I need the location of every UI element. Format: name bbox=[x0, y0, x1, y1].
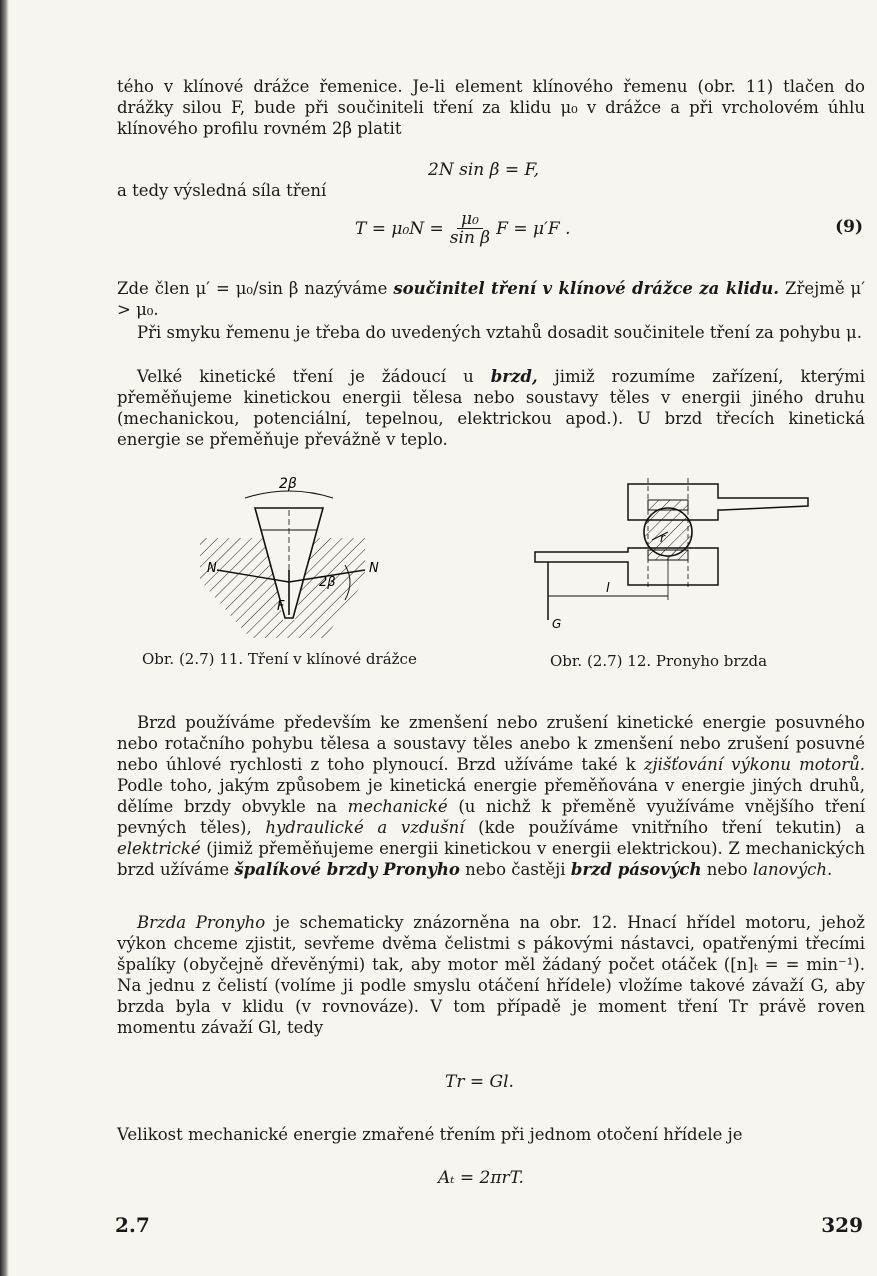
eq2-denominator: sin β bbox=[449, 228, 491, 248]
pouziti-e: (jimiž přeměňujeme energii kinetickou v energii elektrickou). Z mechanických brzd užíváme bbox=[117, 839, 865, 879]
brzd-term: brzd, bbox=[490, 367, 538, 386]
pouziti-term-6: brzd pásových bbox=[570, 860, 702, 879]
pouziti-term-2: mechanické bbox=[347, 797, 448, 816]
pouziti-term-1: zjišťování výkonu motorů. bbox=[643, 755, 866, 774]
eq2-numerator: μ₀ bbox=[457, 210, 483, 229]
eq2-rhs: F = μ′F . bbox=[496, 218, 571, 239]
angle-arc bbox=[245, 491, 333, 498]
pouziti-term-3: hydraulické a vzdušní bbox=[265, 818, 465, 837]
zde-text-a: Zde člen μ′ = μ₀/sin β nazýváme bbox=[117, 279, 388, 298]
equation-3: Tr = Gl. bbox=[445, 1072, 514, 1092]
prony-text: je schematicky znázorněna na obr. 12. Hnací hřídel motoru, jehož výkon chceme zjistit, sevřeme dvěma čelistmi s pákovými nástavci, opatřenými třecími špalíky (obyčejně dřevěnými) tak, aby motor měl žádaný počet otáček ([n]ₜ = = min⁻¹). Na jednu z čelistí (volíme ji podle smyslu otáčení hřídele) vložíme takové závaží G, aby brzda byla v klidu (v rovnováze). V tom případě je moment tření Tr právě roven momentu závaží Gl, tedy bbox=[117, 913, 865, 1037]
pouziti-c: (u nichž k přeměně využíváme vnějšího tření pevných těles), bbox=[117, 797, 865, 837]
zde-text-b: Zřejmě μ′ > μ₀. bbox=[117, 279, 866, 319]
paragraph-pouziti bbox=[117, 712, 865, 880]
pouziti-g: nebo bbox=[706, 860, 748, 879]
page-number: 329 bbox=[821, 1213, 863, 1237]
lower-jaw-lever bbox=[535, 548, 718, 585]
pouziti-d: (kde používáme vnitřního tření tekutin) a bbox=[478, 818, 866, 837]
equation-4: Aₜ = 2πrT. bbox=[438, 1168, 524, 1188]
brzd-text-b: jimiž rozumíme zařízení, kterými přeměňujeme kinetickou energii tělesa nebo soustavy těles v energii jiného druhu (mechanickou, potenciální, tepelnou, elektrickou apod.). U brzd třecích kinetická energie se přeměňuje převážně v teplo. bbox=[117, 367, 865, 449]
label-F: F bbox=[277, 599, 285, 614]
paragraph-velikost: Velikost mechanické energie zmařené třením při jednom otočení hřídele je bbox=[117, 1125, 743, 1144]
prony-term: Brzda Pronyho bbox=[137, 913, 266, 932]
label-N-left: N bbox=[207, 561, 217, 576]
equation-1: 2N sin β = F, bbox=[428, 160, 540, 180]
pouziti-a: Brzd používáme především ke zmenšení nebo zrušení kinetické energie posuvného nebo rotačního pohybu tělesa a soustavy těles anebo k zmenšení nebo zrušení posuvné nebo úhlové rychlosti z toho plynoucí. Brzd užíváme také k bbox=[117, 713, 865, 774]
label-N-right: N bbox=[369, 561, 379, 576]
figure-12-prony-brake bbox=[530, 470, 815, 635]
figure-11-v-groove bbox=[195, 470, 385, 645]
label-2beta-side: 2β bbox=[319, 575, 336, 590]
equation-number: (9) bbox=[835, 217, 863, 237]
figure-11-caption: Obr. (2.7) 11. Tření v klínové drážce bbox=[142, 650, 417, 668]
eq2-lhs: T = μ₀N = bbox=[355, 218, 444, 239]
zde-term: součinitel tření v klínové drážce za klidu. bbox=[393, 279, 780, 298]
label-r: r bbox=[660, 531, 665, 545]
pouziti-term-4: elektrické bbox=[117, 839, 201, 858]
paragraph-zde bbox=[117, 278, 865, 320]
section-number: 2.7 bbox=[115, 1213, 150, 1237]
paragraph-smyk: Při smyku řemenu je třeba do uvedených vztahů dosadit součinitele tření za pohybu μ. bbox=[137, 323, 862, 342]
pouziti-f: nebo častěji bbox=[465, 860, 566, 879]
pouziti-term-7: lanových. bbox=[752, 860, 833, 879]
paragraph-brzdy bbox=[117, 366, 865, 450]
paragraph-intro: tého v klínové drážce řemenice. Je-li element klínového řemenu (obr. 11) tlačen do drážky silou F, bude při součiniteli tření za klidu μ₀ v drážce a při vrcholovém úhlu klínového profilu rovném 2β platit bbox=[117, 77, 865, 138]
pouziti-b: Podle toho, jakým způsobem je kinetická energie přeměňována v energie jiných druhů, dělíme brzdy obvykle na bbox=[117, 776, 865, 816]
paragraph-tedy: a tedy výsledná síla tření bbox=[117, 181, 327, 200]
page-edge-shadow bbox=[0, 0, 9, 1276]
brzd-text-a: Velké kinetické tření je žádoucí u bbox=[137, 367, 474, 386]
figure-12-caption: Obr. (2.7) 12. Pronyho brzda bbox=[550, 652, 768, 670]
eq2-fraction bbox=[450, 210, 490, 247]
pouziti-term-5: špalíkové brzdy Pronyho bbox=[234, 860, 460, 879]
label-G: G bbox=[552, 617, 562, 631]
label-2beta-top: 2β bbox=[279, 476, 297, 492]
equation-2 bbox=[355, 210, 570, 247]
label-l: l bbox=[606, 581, 610, 596]
paragraph-prony bbox=[117, 912, 865, 1038]
